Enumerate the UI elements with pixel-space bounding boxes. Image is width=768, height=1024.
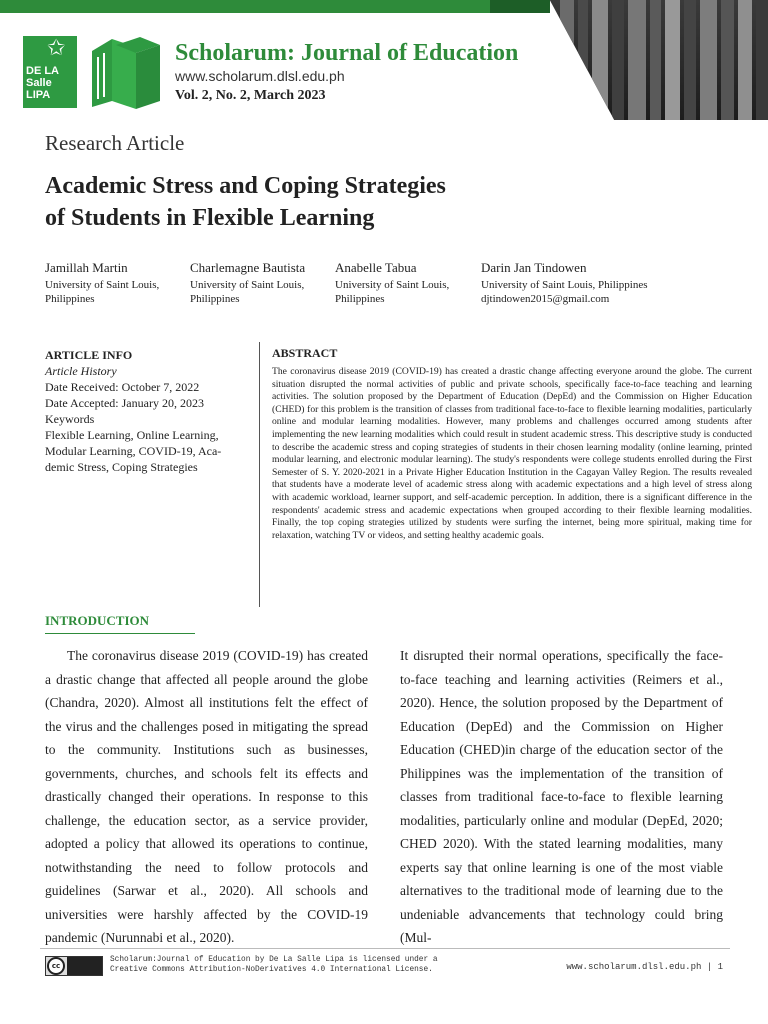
author-affiliation: Philippines — [335, 293, 385, 305]
date-accepted: Date Accepted: January 20, 2023 — [45, 396, 204, 410]
books-icon — [90, 35, 162, 110]
author-affiliation: University of Saint Louis, — [335, 279, 450, 291]
author-email[interactable]: djtindowen2015@gmail.com — [481, 293, 610, 305]
logo-text-line3: LIPA — [26, 89, 51, 101]
journal-title: Scholarum: Journal of Education — [175, 40, 519, 66]
star-icon: ✩ — [47, 36, 66, 61]
journal-volume: Vol. 2, No. 2, March 2023 — [175, 88, 326, 103]
author-affiliation: Philippines — [190, 293, 240, 305]
author-name: Darin Jan Tindowen — [481, 260, 587, 275]
by-nd-icon — [67, 957, 102, 975]
keywords-line: demic Stress, Coping Strategies — [45, 460, 198, 474]
license-text — [110, 955, 440, 975]
author-name: Charlemagne Bautista — [190, 260, 306, 275]
introduction-underline — [45, 633, 195, 634]
page-footer: www.scholarum.dlsl.edu.ph | 1 — [566, 962, 723, 972]
logo-text-line1: DE LA — [26, 65, 59, 77]
footer-divider — [40, 948, 730, 949]
authors — [45, 260, 735, 310]
logo-text-line2: Salle — [26, 77, 52, 89]
author — [335, 260, 449, 306]
header-dark-green-bar — [490, 0, 550, 13]
article-type: Research Article — [45, 131, 185, 155]
author-affiliation: University of Saint Louis, — [45, 279, 160, 291]
intro-paragraph-right: It disrupted their normal operations, specifically the face-to-face teaching and learning activities (Reimers et al., 2020). Hence, the solution proposed by the Department of Education (DepEd) and the Commission on Higher Education (CHED)in charge of the education sector of the Philippines was the implementation of the transition of classes from traditional face-to-face to flexible learning modalities, particularly online and modular (DepEd, 2020; CHED 2020). With the stated learning modalities, many experts say that online learning is one of the most viable alternatives to the traditional mode of learning due to the undeniable advancements that technology could bring (Mul- — [400, 648, 723, 945]
abstract-heading: ABSTRACT — [272, 346, 338, 360]
column-divider — [259, 342, 260, 607]
author — [45, 260, 159, 306]
license-line: Scholarum:Journal of Education by De La Salle Lipa is licensed under a — [110, 956, 438, 964]
cc-license-badge[interactable] — [45, 956, 103, 976]
author-name: Jamillah Martin — [45, 260, 128, 275]
article-title-line2: of Students in Flexible Learning — [45, 205, 375, 231]
author-name: Anabelle Tabua — [335, 260, 417, 275]
article-info-heading: ARTICLE INFO — [45, 348, 133, 362]
cc-icon: cc — [47, 957, 65, 975]
intro-column-right — [400, 644, 723, 950]
author-affiliation: University of Saint Louis, Philippines — [481, 279, 648, 291]
intro-column-left — [45, 644, 368, 950]
abstract-body: The coronavirus disease 2019 (COVID-19) has created a drastic change affecting everyone around the globe. The current situation disrupted the normal activities of public and private schools, specifically face-to-face teaching and learning activities. The solution proposed by the Department of Education (DepEd) and the Commission on Higher Education (CHED) for this problem is the transition of classes from traditional face-to-face to flexible learning modalities, particularly online and modular learning modalities. However, many problems and challenges occurred among students after implementing the new learning modalities which could result in student academic stress. This descriptive study is conducted to describe the academic stress and coping strategies of students in their chosen learning modality (online learning, printed modular learning, and electronic modular learning). The study's respondents were college students enrolled during the First Semester of S. Y. 2020-2021 in a Private Higher Education Institution in the Cagayan Valley Region. The results revealed that students have a moderate level of academic stress along with academic expectations and a high level of stress along with academic workload, learner support, and self-academic perception. In addition, there is a significant difference in the respondents' academic stress and academic expectations when grouped according to their flexible learning modalities. Finally, the top coping strategies utilized by students were surfing the internet, being more spiritual, making time for relaxation, watching TV or videos, and setting healthy academic goals. — [272, 366, 752, 541]
keywords-line: Flexible Learning, Online Learning, — [45, 428, 219, 442]
article-info — [45, 347, 245, 475]
author-affiliation: Philippines — [45, 293, 95, 305]
keywords-label: Keywords — [45, 412, 95, 426]
author — [190, 260, 305, 306]
date-received: Date Received: October 7, 2022 — [45, 380, 200, 394]
keywords-line: Modular Learning, COVID-19, Aca- — [45, 444, 222, 458]
abstract — [272, 346, 752, 542]
dlsl-logo — [23, 36, 77, 108]
article-title-line1: Academic Stress and Coping Strategies — [45, 173, 446, 199]
journal-url[interactable]: www.scholarum.dlsl.edu.ph — [175, 68, 345, 84]
author-affiliation: University of Saint Louis, — [190, 279, 305, 291]
header-green-bar — [0, 0, 490, 13]
license-line[interactable]: Creative Commons Attribution-NoDerivatives 4.0 International License. — [110, 966, 433, 974]
article-title — [45, 170, 565, 234]
intro-paragraph-left: The coronavirus disease 2019 (COVID-19) has created a drastic change that affected all people around the globe (Chandra, 2020). Almost all institutions felt the effect of the virus and the challenges posed in mitigating the spread to the community. Institutions such as businesses, governments, churches, and schools felt its effects and drastically changed their operations. In response to this challenge, the education sector, as a service provider, adopted a policy that allowed its operations to continue, notwithstanding the need to follow protocols and guidelines (Sarwar et al., 2020). All schools and universities were harshly affected by the COVID-19 pandemic (Nurunnabi et al., 2020). — [45, 648, 368, 945]
introduction-heading: INTRODUCTION — [45, 613, 150, 628]
article-history-label: Article History — [45, 364, 117, 378]
bookshelf-image — [520, 0, 768, 120]
author — [481, 260, 648, 306]
